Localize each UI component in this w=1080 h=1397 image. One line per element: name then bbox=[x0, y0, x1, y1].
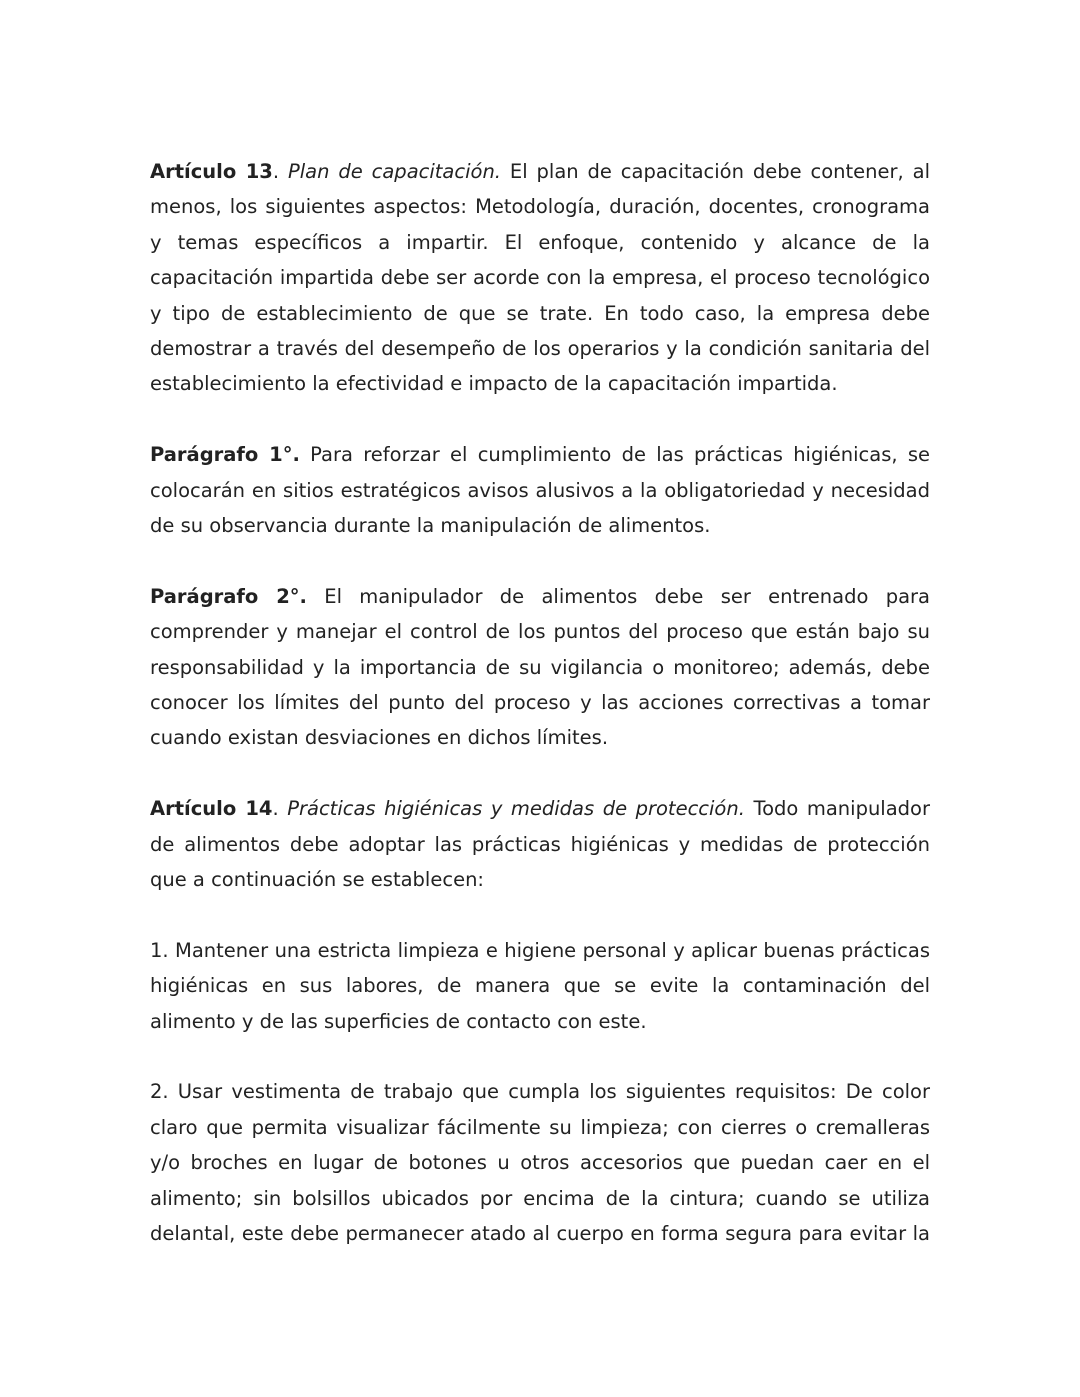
article-13-title: Plan de capacitación. bbox=[287, 160, 501, 183]
paragraph-2 bbox=[150, 579, 930, 756]
paragraph-1 bbox=[150, 437, 930, 543]
paragraph-1-text: Para reforzar el cumplimiento de las prácticas higiénicas, se colocarán en sitios estratégicos avisos alusivos a la obligatoriedad y necesidad de su observancia durante la manipulación de alimentos. bbox=[150, 443, 930, 538]
article-14-paragraph bbox=[150, 791, 930, 897]
paragraph-2-text: El manipulador de alimentos debe ser entrenado para comprender y manejar el control de los puntos del proceso que están bajo su responsabilidad y la importancia de su vigilancia o monitoreo; además, debe conocer los límites del punto del proceso y las acciones correctivas a tomar cuando existan desviaciones en dichos límites. bbox=[150, 584, 930, 750]
paragraph-1-label: Parágrafo 1°. bbox=[150, 443, 300, 467]
article-13-text: El plan de capacitación debe contener, al menos, los siguientes aspectos: Metodología, duración, docentes, cronograma y temas específicos a impartir. El enfoque, contenido y alcance de la capacitación impartida debe ser acorde con la empresa, el proceso tecnológico y tipo de establecimiento de que se trate. En todo caso, la empresa debe demostrar a través del desempeño de los operarios y la condición sanitaria del establecimiento la efectividad e impacto de la capacitación impartida. bbox=[150, 160, 931, 396]
document-page bbox=[150, 154, 930, 1287]
article-14-text: Todo manipulador de alimentos debe adoptar las prácticas higiénicas y medidas de protección que a continuación se establecen: bbox=[150, 797, 930, 892]
article-13-label-suffix: . bbox=[272, 160, 288, 183]
list-item-2: 2. Usar vestimenta de trabajo que cumpla los siguientes requisitos: De color claro que permita visualizar fácilmente su limpieza; con cierres o cremalleras y/o broches en lugar de botones u otros accesorios que puedan caer en el alimento; sin bolsillos ubicados por encima de la cintura; cuando se utiliza delantal, este debe permanecer atado al cuerpo en forma segura para evitar la bbox=[150, 1080, 930, 1246]
article-14-label-suffix: . bbox=[272, 797, 288, 821]
list-item-1: 1. Mantener una estricta limpieza e higiene personal y aplicar buenas prácticas higiénicas en sus labores, de manera que se evite la contaminación del alimento y de las superficies de contacto con este. bbox=[150, 938, 930, 1033]
paragraph-2-label: Parágrafo 2°. bbox=[150, 584, 307, 608]
article-13-paragraph bbox=[150, 154, 930, 402]
article-13-label: Artículo 13 bbox=[150, 160, 273, 183]
article-14-title: Prácticas higiénicas y medidas de protección. bbox=[287, 797, 745, 821]
article-14-label: Artículo 14 bbox=[150, 797, 273, 821]
